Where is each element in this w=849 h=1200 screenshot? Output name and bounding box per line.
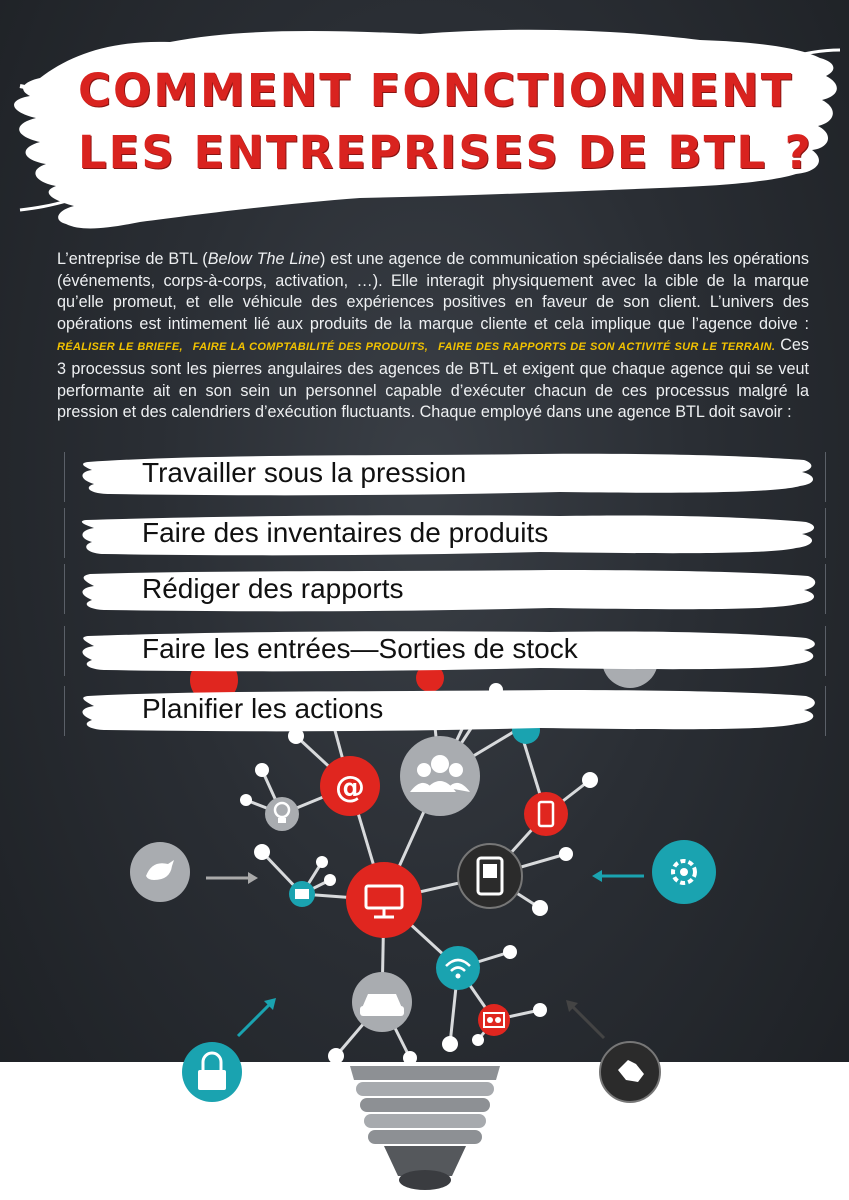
divider <box>825 686 826 736</box>
users-node <box>400 736 480 816</box>
divider <box>825 508 826 558</box>
divider <box>825 452 826 502</box>
divider <box>64 508 65 558</box>
intro-italic: Below The Line <box>207 250 320 268</box>
skills-list <box>0 450 849 740</box>
intro-paragraph <box>57 249 809 424</box>
title-line-1: COMMENT FONCTIONNENT <box>78 64 794 117</box>
skill-item <box>80 686 820 734</box>
title-line-2: LES ENTREPRISES DE BTL ? <box>78 126 813 179</box>
skill-item <box>80 450 820 498</box>
divider <box>64 686 65 736</box>
divider <box>64 452 65 502</box>
skill-item <box>80 566 820 614</box>
skill-label: Faire des inventaires de produits <box>142 517 549 548</box>
skill-label: Rédiger des rapports <box>142 573 404 604</box>
divider <box>64 626 65 676</box>
skill-item <box>80 626 820 674</box>
highlight-2: FAIRE LA COMPTABILITÉ DES PRODUITS, <box>192 341 429 354</box>
intro-text-1: L’entreprise de BTL ( <box>57 250 208 268</box>
monitor-node <box>346 862 422 938</box>
smartphone-node <box>524 792 568 836</box>
skill-item <box>80 510 820 558</box>
intro-text-3: Ces 3 processus sont les pierres angulaires des agences de BTL et exigent que chaque agence qui se veut performante ait en son sein un personnel capable d’exécuter chacun de ces processus malgré la pression et des calendriers d’exécution fluctuants. Chaque employé dans une agence BTL doit savoir : <box>57 336 809 422</box>
intro-text-2: ) est une agence de communication spécialisée dans les opérations (événements, corps-à-corps, activation, …). Elle interagit physiquement avec la cible de la marque qu’elle promeut, et elle véhicule des expériences positives en faveur de son client. L’univers des opérations est intimement lié aux produits de la marque cliente et cela implique que l’agence doive : <box>57 250 809 333</box>
highlight-1: RÉALISER LE BRIEFE, <box>57 341 183 354</box>
skill-label: Faire les entrées—Sorties de stock <box>142 633 578 664</box>
svg-text:@: @ <box>335 770 365 805</box>
page-title <box>78 60 813 184</box>
divider <box>64 564 65 614</box>
skill-label: Travailler sous la pression <box>142 457 467 488</box>
highlight-3: FAIRE DES RAPPORTS DE SON ACTIVITÉ SUR LE TERRAIN. <box>438 341 776 354</box>
divider <box>825 626 826 676</box>
skill-label: Planifier les actions <box>142 693 384 724</box>
divider <box>825 564 826 614</box>
